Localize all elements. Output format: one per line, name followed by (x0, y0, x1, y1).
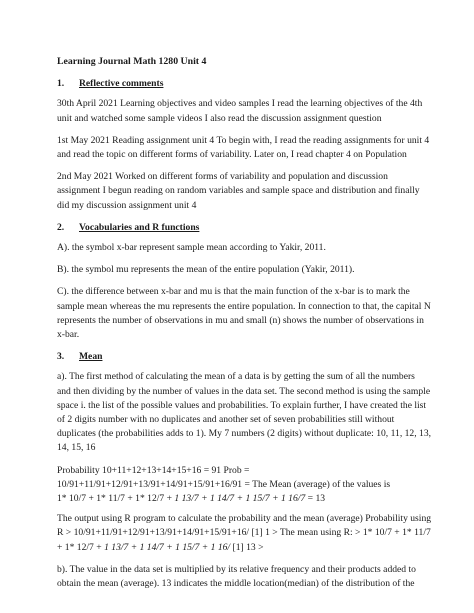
journal-entry-2 (57, 134, 430, 162)
document-title: Learning Journal Math 1280 Unit 4 (57, 56, 207, 67)
r-output-last-tail: [1] 13 > (230, 541, 264, 553)
mean-item-a (57, 370, 432, 455)
section-2-number: 2. (57, 221, 65, 233)
mean-item-b (57, 563, 416, 591)
r-output-last-italic: 1 13/7 + 1 14/7 + 1 15/7 + 1 16/ (104, 541, 231, 553)
vocab-c-line: sample mean whereas the mu represents the entire population. In connection to that, the capital N (57, 300, 431, 312)
section-1-number: 1. (57, 78, 65, 90)
journal-entry-line: assignment I begun reading on random variables and sample space and distribution and finally (57, 185, 420, 197)
journal-entry-line: 30th April 2021 Learning objectives and video samples I read the learning objectives of the 4th (57, 98, 423, 110)
journal-entry-line: 2nd May 2021 Worked on different forms of variability and population and discussion (57, 171, 388, 183)
probability-sum-plain: 1* 10/7 + 1* 11/7 + 1* 12/7 + (57, 493, 175, 505)
r-output-last-plain: + 1* 12/7 + (57, 541, 105, 553)
r-output-block (57, 512, 432, 555)
journal-entry-line: did my discussion assignment unit 4 (57, 199, 197, 211)
probability-sum-line (57, 492, 412, 506)
section-3-number: 3. (57, 351, 65, 363)
section-3-heading (57, 350, 412, 364)
section-3-title: Mean (79, 351, 103, 363)
probability-sum-italic: 1 13/7 + 1 14/7 + 1 15/7 + 1 16/7 (174, 493, 306, 505)
vocab-c-line: x-bar. (57, 329, 80, 341)
journal-entry-line: unit and watched some sample videos I also read the discussion assignment question (57, 112, 382, 124)
vocab-item-c (57, 285, 431, 342)
journal-entry-3 (57, 170, 420, 213)
r-output-line: R > 10/91+11/91+12/91+13/91+14/91+15/91+16/ [1] 1 > The mean using R: > 1* 10/7 + 1* 11/7 (57, 527, 431, 539)
probability-line: Probability 10+11+12+13+14+15+16 = 91 Prob = (57, 464, 250, 476)
vocab-item-b: B). the symbol mu represents the mean of the entire population (Yakir, 2011). (57, 264, 355, 276)
vocab-c-line: represents the number of observations in mu and small (n) shows the number of observations in (57, 314, 424, 326)
r-output-line: The output using R program to calculate the probability and the mean (average) Probability using (57, 513, 432, 525)
mean-a-line: and then dividing by the number of values in the data set. The second method is using the sample (57, 385, 431, 397)
section-1-heading (57, 77, 412, 91)
probability-line: 10/91+11/91+12/91+13/91+14/91+15/91+16/91 = The Mean (average) of the values is (57, 478, 391, 490)
mean-a-line: 14, 15, 16 (57, 442, 96, 454)
mean-a-line: of 2 digits number with no duplicates and another set of seven probabilities still without (57, 414, 395, 426)
r-output-last-line (57, 541, 412, 555)
journal-entry-line: and read the topic on different forms of variability. Later on, I read chapter 4 on Population (57, 149, 407, 161)
section-1-title: Reflective comments (79, 78, 164, 90)
mean-b-line: obtain the mean (average). 13 indicates the middle location(median) of the distribution of the (57, 578, 415, 590)
probability-sum-tail: = 13 (305, 493, 326, 505)
probability-block (57, 464, 412, 507)
section-2-heading (57, 221, 412, 235)
mean-a-line: a). The first method of calculating the mean of a data is by getting the sum of all the numbers (57, 371, 415, 383)
mean-a-line: duplicates (the probabilities adds to 1). My 7 numbers (2 digits) without duplicate: 10, 11, 12, 13, (57, 428, 432, 440)
mean-a-line: space i. the list of the possible values and probabilities. To explain further, I have created the list (57, 399, 427, 411)
journal-entry-line: 1st May 2021 Reading assignment unit 4 To begin with, I read the reading assignments for unit 4 (57, 134, 430, 146)
mean-b-line: b). The value in the data set is multiplied by its relative frequency and their products added to (57, 563, 416, 575)
vocab-c-line: C). the difference between x-bar and mu is that the main function of the x-bar is to mark the (57, 286, 410, 298)
section-2-title: Vocabularies and R functions (79, 221, 200, 233)
vocab-item-a: A). the symbol x-bar represent sample mean according to Yakir, 2011. (57, 242, 326, 254)
journal-entry-1 (57, 97, 423, 125)
